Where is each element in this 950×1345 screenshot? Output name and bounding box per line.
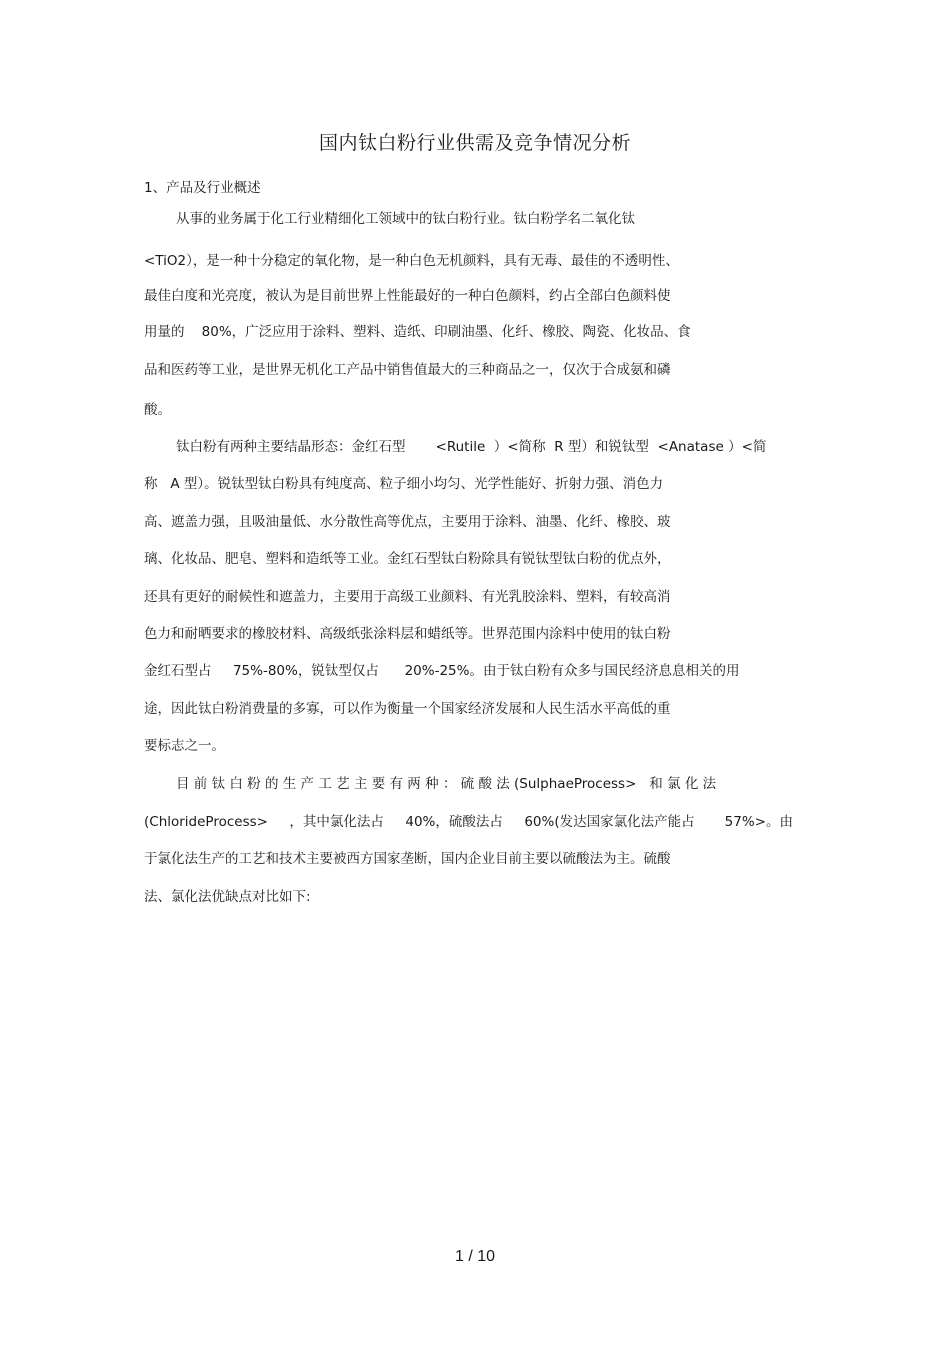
paragraph-line: 要标志之一。: [144, 738, 225, 754]
document-title: 国内钛白粉行业供需及竞争情况分析: [318, 132, 631, 154]
paragraph-line: 途，因此钛白粉消费量的多寡，可以作为衡量一个国家经济发展和人民生活水平高低的重: [144, 701, 671, 717]
paragraph-line: 色力和耐晒要求的橡胶材料、高级纸张涂料层和蜡纸等。世界范围内涂料中使用的钛白粉: [144, 626, 671, 642]
paragraph-line: 钛白粉有两种主要结晶形态：金红石型 <Rutile ）<简称 R 型）和锐钛型 <Anatase ）<简: [176, 439, 767, 455]
page-number: 1 / 10: [454, 1248, 496, 1265]
paragraph-line: 高、遮盖力强，且吸油量低、水分散性高等优点，主要用于涂料、油墨、化纤、橡胶、玻: [144, 514, 671, 530]
paragraph-line: 称 A 型）。锐钛型钛白粉具有纯度高、粒子细小均匀、光学性能好、折射力强、消色力: [144, 476, 664, 492]
paragraph-line: (ChlorideProcess> ，其中氯化法占 40%，硫酸法占 60%(发达国家氯化法产能占 57%>。由: [144, 814, 793, 830]
paragraph-line: 还具有更好的耐候性和遮盖力，主要用于高级工业颜料、有光乳胶涂料、塑料，有较高消: [144, 589, 671, 605]
section-heading: 1、产品及行业概述: [144, 180, 261, 196]
paragraph-line: 璃、化妆品、肥皂、塑料和造纸等工业。金红石型钛白粉除具有锐钛型钛白粉的优点外，: [144, 551, 671, 567]
paragraph-line: 品和医药等工业，是世界无机化工产品中销售值最大的三种商品之一，仅次于合成氨和磷: [144, 362, 671, 378]
paragraph-line: 用量的 80%，广泛应用于涂料、塑料、造纸、印刷油墨、化纤、橡胶、陶瓷、化妆品、食: [144, 324, 691, 340]
paragraph-line: <TiO2），是一种十分稳定的氧化物，是一种白色无机颜料，具有无毒、最佳的不透明性、: [144, 253, 679, 269]
paragraph-line: 金红石型占 75%-80%，锐钛型仅占 20%-25%。由于钛白粉有众多与国民经济息息相关的用: [144, 663, 740, 679]
paragraph-line: 从事的业务属于化工行业精细化工领域中的钛白粉行业。钛白粉学名二氧化钛: [176, 211, 635, 227]
paragraph-line: 酸。: [144, 402, 171, 418]
paragraph-line: 目 前 钛 白 粉 的 生 产 工 艺 主 要 有 两 种 ： 硫 酸 法 (SulphaeProcess> 和 氯 化 法: [176, 776, 717, 792]
paragraph-line: 法、氯化法优缺点对比如下:: [144, 889, 311, 905]
paragraph-line: 于氯化法生产的工艺和技术主要被西方国家垄断，国内企业目前主要以硫酸法为主。硫酸: [144, 851, 671, 867]
paragraph-line: 最佳白度和光亮度，被认为是目前世界上性能最好的一种白色颜料，约占全部白色颜料使: [144, 288, 671, 304]
